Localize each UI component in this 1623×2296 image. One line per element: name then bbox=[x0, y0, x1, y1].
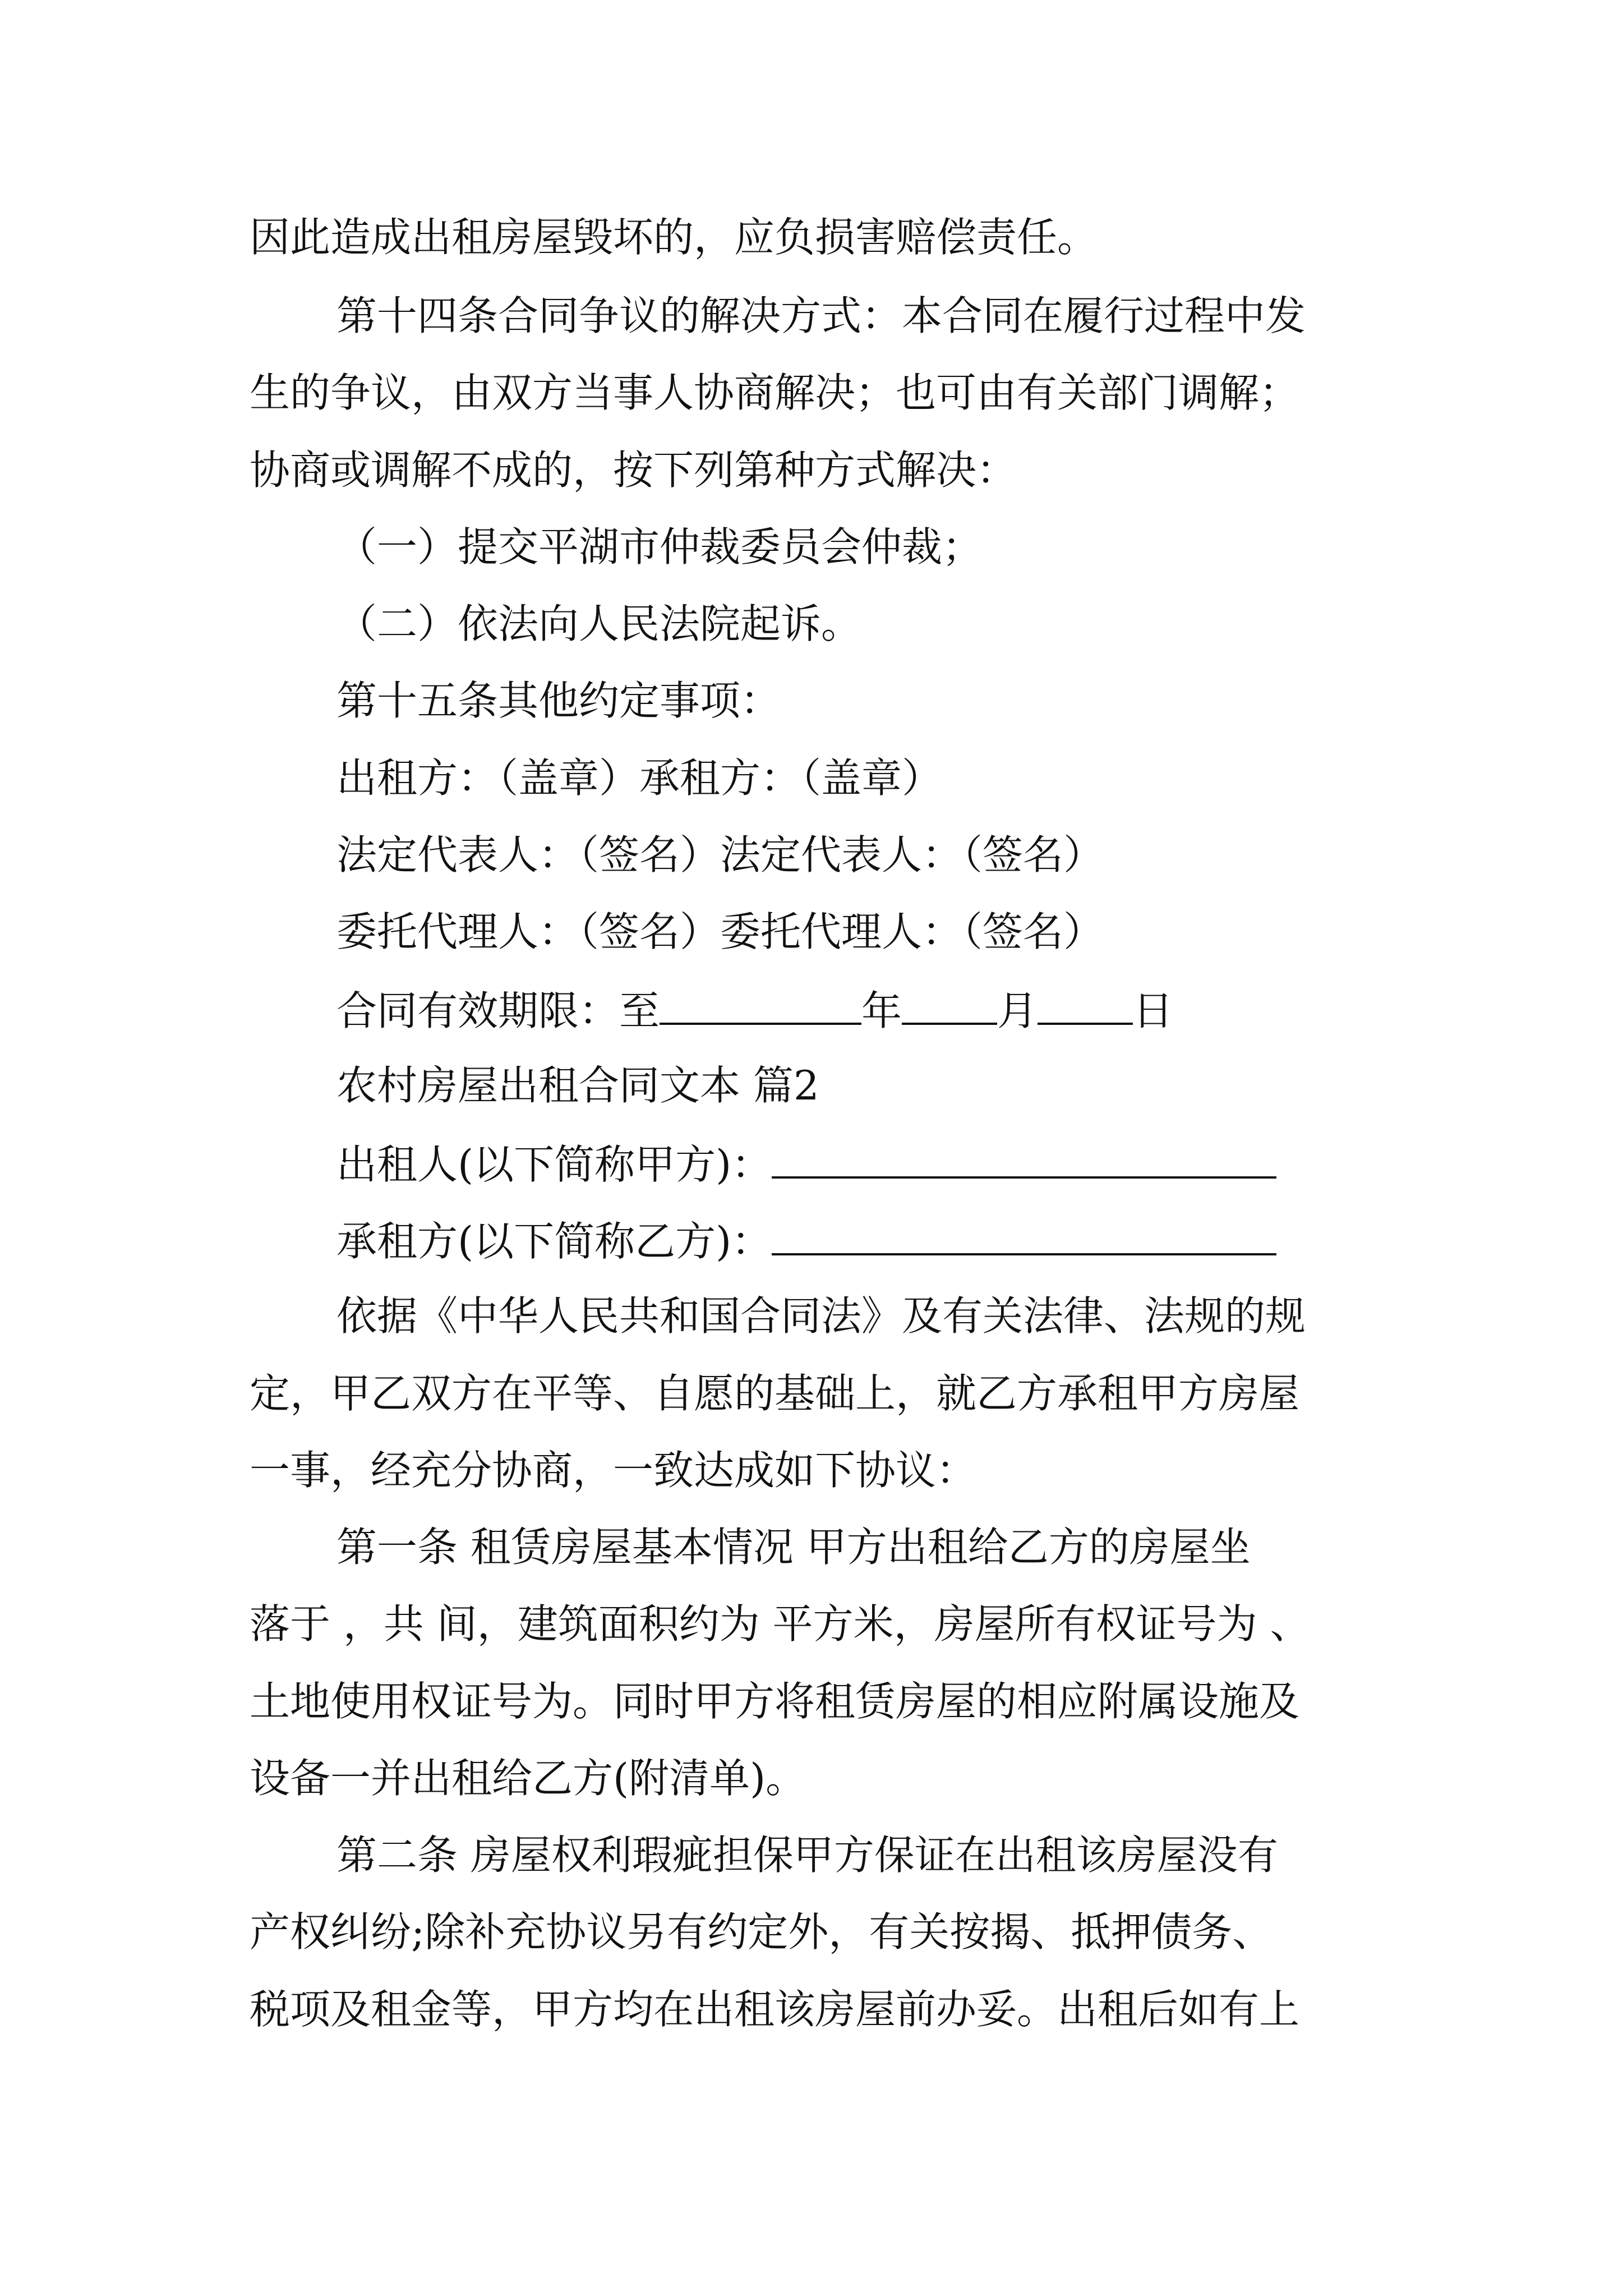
signature-line: 出租方：（盖章）承租方：（盖章） bbox=[336, 754, 943, 802]
paragraph-line: 一事，经充分协商，一致达成如下协议： bbox=[250, 1447, 977, 1494]
day-label: 日 bbox=[1133, 987, 1174, 1034]
list-item: （二）依法向人民法院起诉。 bbox=[336, 600, 862, 647]
blank-underline bbox=[772, 1137, 1276, 1179]
paragraph-line: 定，甲乙双方在平等、自愿的基础上，就乙方承租甲方房屋 bbox=[250, 1370, 1300, 1417]
party-line bbox=[0, 1137, 1623, 1190]
paragraph-line: 设备一并出租给乙方(附清单)。 bbox=[250, 1755, 806, 1802]
validity-label: 合同有效期限：至 bbox=[336, 987, 660, 1034]
document-title: 农村房屋出租合同文本 篇2 bbox=[336, 1062, 819, 1109]
year-label: 年 bbox=[861, 987, 902, 1034]
signature-line: 法定代表人：（签名）法定代表人：（签名） bbox=[336, 831, 1104, 878]
party-line bbox=[0, 1214, 1623, 1267]
paragraph-line: 产权纠纷;除补充协议另有约定外，有关按揭、抵押债务、 bbox=[250, 1908, 1273, 1955]
paragraph-line: 依据《中华人民共和国合同法》及有关法律、法规的规 bbox=[336, 1292, 1306, 1340]
paragraph-line: 协商或调解不成的，按下列第种方式解决： bbox=[250, 447, 1017, 494]
blank-underline bbox=[772, 1214, 1276, 1255]
blank-underline bbox=[660, 983, 861, 1025]
signature-line: 委托代理人：（签名）委托代理人：（签名） bbox=[336, 908, 1104, 955]
validity-period-line bbox=[0, 983, 1623, 1036]
paragraph-line: 第二条 房屋权利瑕疵担保甲方保证在出租该房屋没有 bbox=[336, 1832, 1278, 1879]
paragraph-line: 因此造成出租房屋毁坏的，应负损害赔偿责任。 bbox=[250, 214, 1098, 261]
blank-underline bbox=[902, 983, 997, 1025]
month-label: 月 bbox=[997, 987, 1038, 1034]
blank-underline bbox=[1038, 983, 1133, 1025]
lessee-label: 承租方(以下简称乙方)： bbox=[336, 1218, 772, 1265]
paragraph-line: 第一条 租赁房屋基本情况 甲方出租给乙方的房屋坐 bbox=[336, 1524, 1251, 1571]
paragraph-line: 生的争议，由双方当事人协商解决；也可由有关部门调解； bbox=[250, 369, 1300, 416]
paragraph-line: 土地使用权证号为。同时甲方将租赁房屋的相应附属设施及 bbox=[250, 1678, 1300, 1725]
list-item: （一）提交平湖市仲裁委员会仲裁； bbox=[336, 523, 983, 570]
paragraph-line: 税项及租金等，甲方均在出租该房屋前办妥。出租后如有上 bbox=[250, 1986, 1300, 2033]
lessor-label: 出租人(以下简称甲方)： bbox=[336, 1141, 772, 1188]
section-heading: 第十五条其他约定事项： bbox=[336, 677, 781, 724]
paragraph-line: 第十四条合同争议的解决方式：本合同在履行过程中发 bbox=[336, 292, 1306, 339]
paragraph-line: 落于 ，共 间，建筑面积约为 平方米，房屋所有权证号为 、 bbox=[250, 1600, 1311, 1648]
